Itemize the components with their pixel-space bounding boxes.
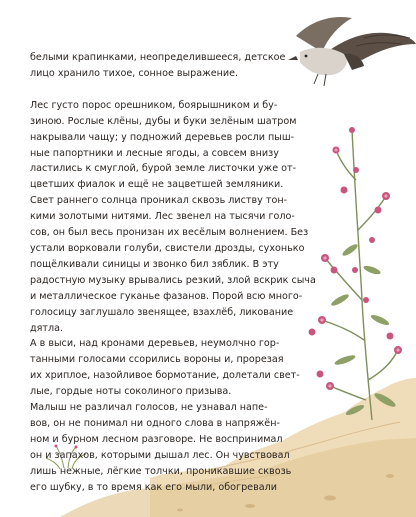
text-line: Свет раннего солнца проникал сквозь листву тон- [30, 195, 288, 207]
text-line: его шубку, в то время как его мыли, обогревали [30, 481, 277, 493]
paragraph-gap [30, 82, 410, 98]
paragraph-4 [30, 336, 410, 400]
text-line: пощёлкивали синицы и звонко бил зяблик. В эту [30, 258, 279, 270]
paragraph-5 [30, 400, 410, 495]
text-line: накрывали чащу; у подножий деревьев росли пыш- [30, 131, 295, 143]
text-line: устали ворковали голуби, свистели дрозды, сухонько [30, 242, 305, 254]
text-line: кими золотыми нитями. Лес звенел на тысячи голо- [30, 211, 295, 223]
text-line: лишь нежные, лёгкие толчки, проникавшие сквозь [30, 465, 292, 477]
text-line: их хриплое, назойливое бормотание, долетали свет- [30, 370, 300, 382]
text-line: лицо хранило тихое, сонное выражение. [30, 67, 239, 79]
text-line: он и запахов, которыми дышал лес. Он чувствовал [30, 449, 290, 461]
text-line: танными голосами ссорились вороны и, прорезая [30, 354, 284, 366]
text-line: вов, он не понимал ни одного слова в напряжён- [30, 417, 280, 429]
text-line: Лес густо порос орешником, боярышником и бу- [30, 99, 278, 111]
paragraph-2 [30, 98, 410, 193]
text-line: ные папортники и лесные ягоды, а совсем внизу [30, 147, 279, 159]
paragraph-1 [30, 50, 410, 82]
text-line: радостную музыку врывались резкий, злой вскрик сыча [30, 274, 316, 286]
text-line: А в выси, над кронами деревьев, неумолчно гор- [30, 338, 280, 350]
text-line: ном и бурном лесном разговоре. Не воспринимал [30, 433, 283, 445]
text-line: голосицу заглушало звенящее, взахлёб, ликование [30, 306, 294, 318]
text-line: лые, гордые ноты соколиного призыва. [30, 386, 232, 398]
text-line: ластились к смуглой, бурой земле листочки уже от- [30, 163, 297, 175]
text-line: зиною. Рослые клёны, дубы и буки зелёным шатром [30, 115, 297, 127]
text-line: белыми крапинками, неопределившееся, детское [30, 52, 286, 63]
text-line: и металлическое гуканье фазанов. Порой всю много- [30, 290, 303, 302]
text-line: цветших фиалок и ещё не зацветшей земляники. [30, 179, 284, 191]
text-line: Малыш не различал голосов, не узнавал напе- [30, 402, 268, 414]
text-line: сов, он был весь пронизан их весёлым волнением. Без [30, 227, 309, 239]
paragraph-3 [30, 193, 410, 336]
story-text [30, 50, 410, 495]
text-line: дятла. [30, 322, 64, 334]
